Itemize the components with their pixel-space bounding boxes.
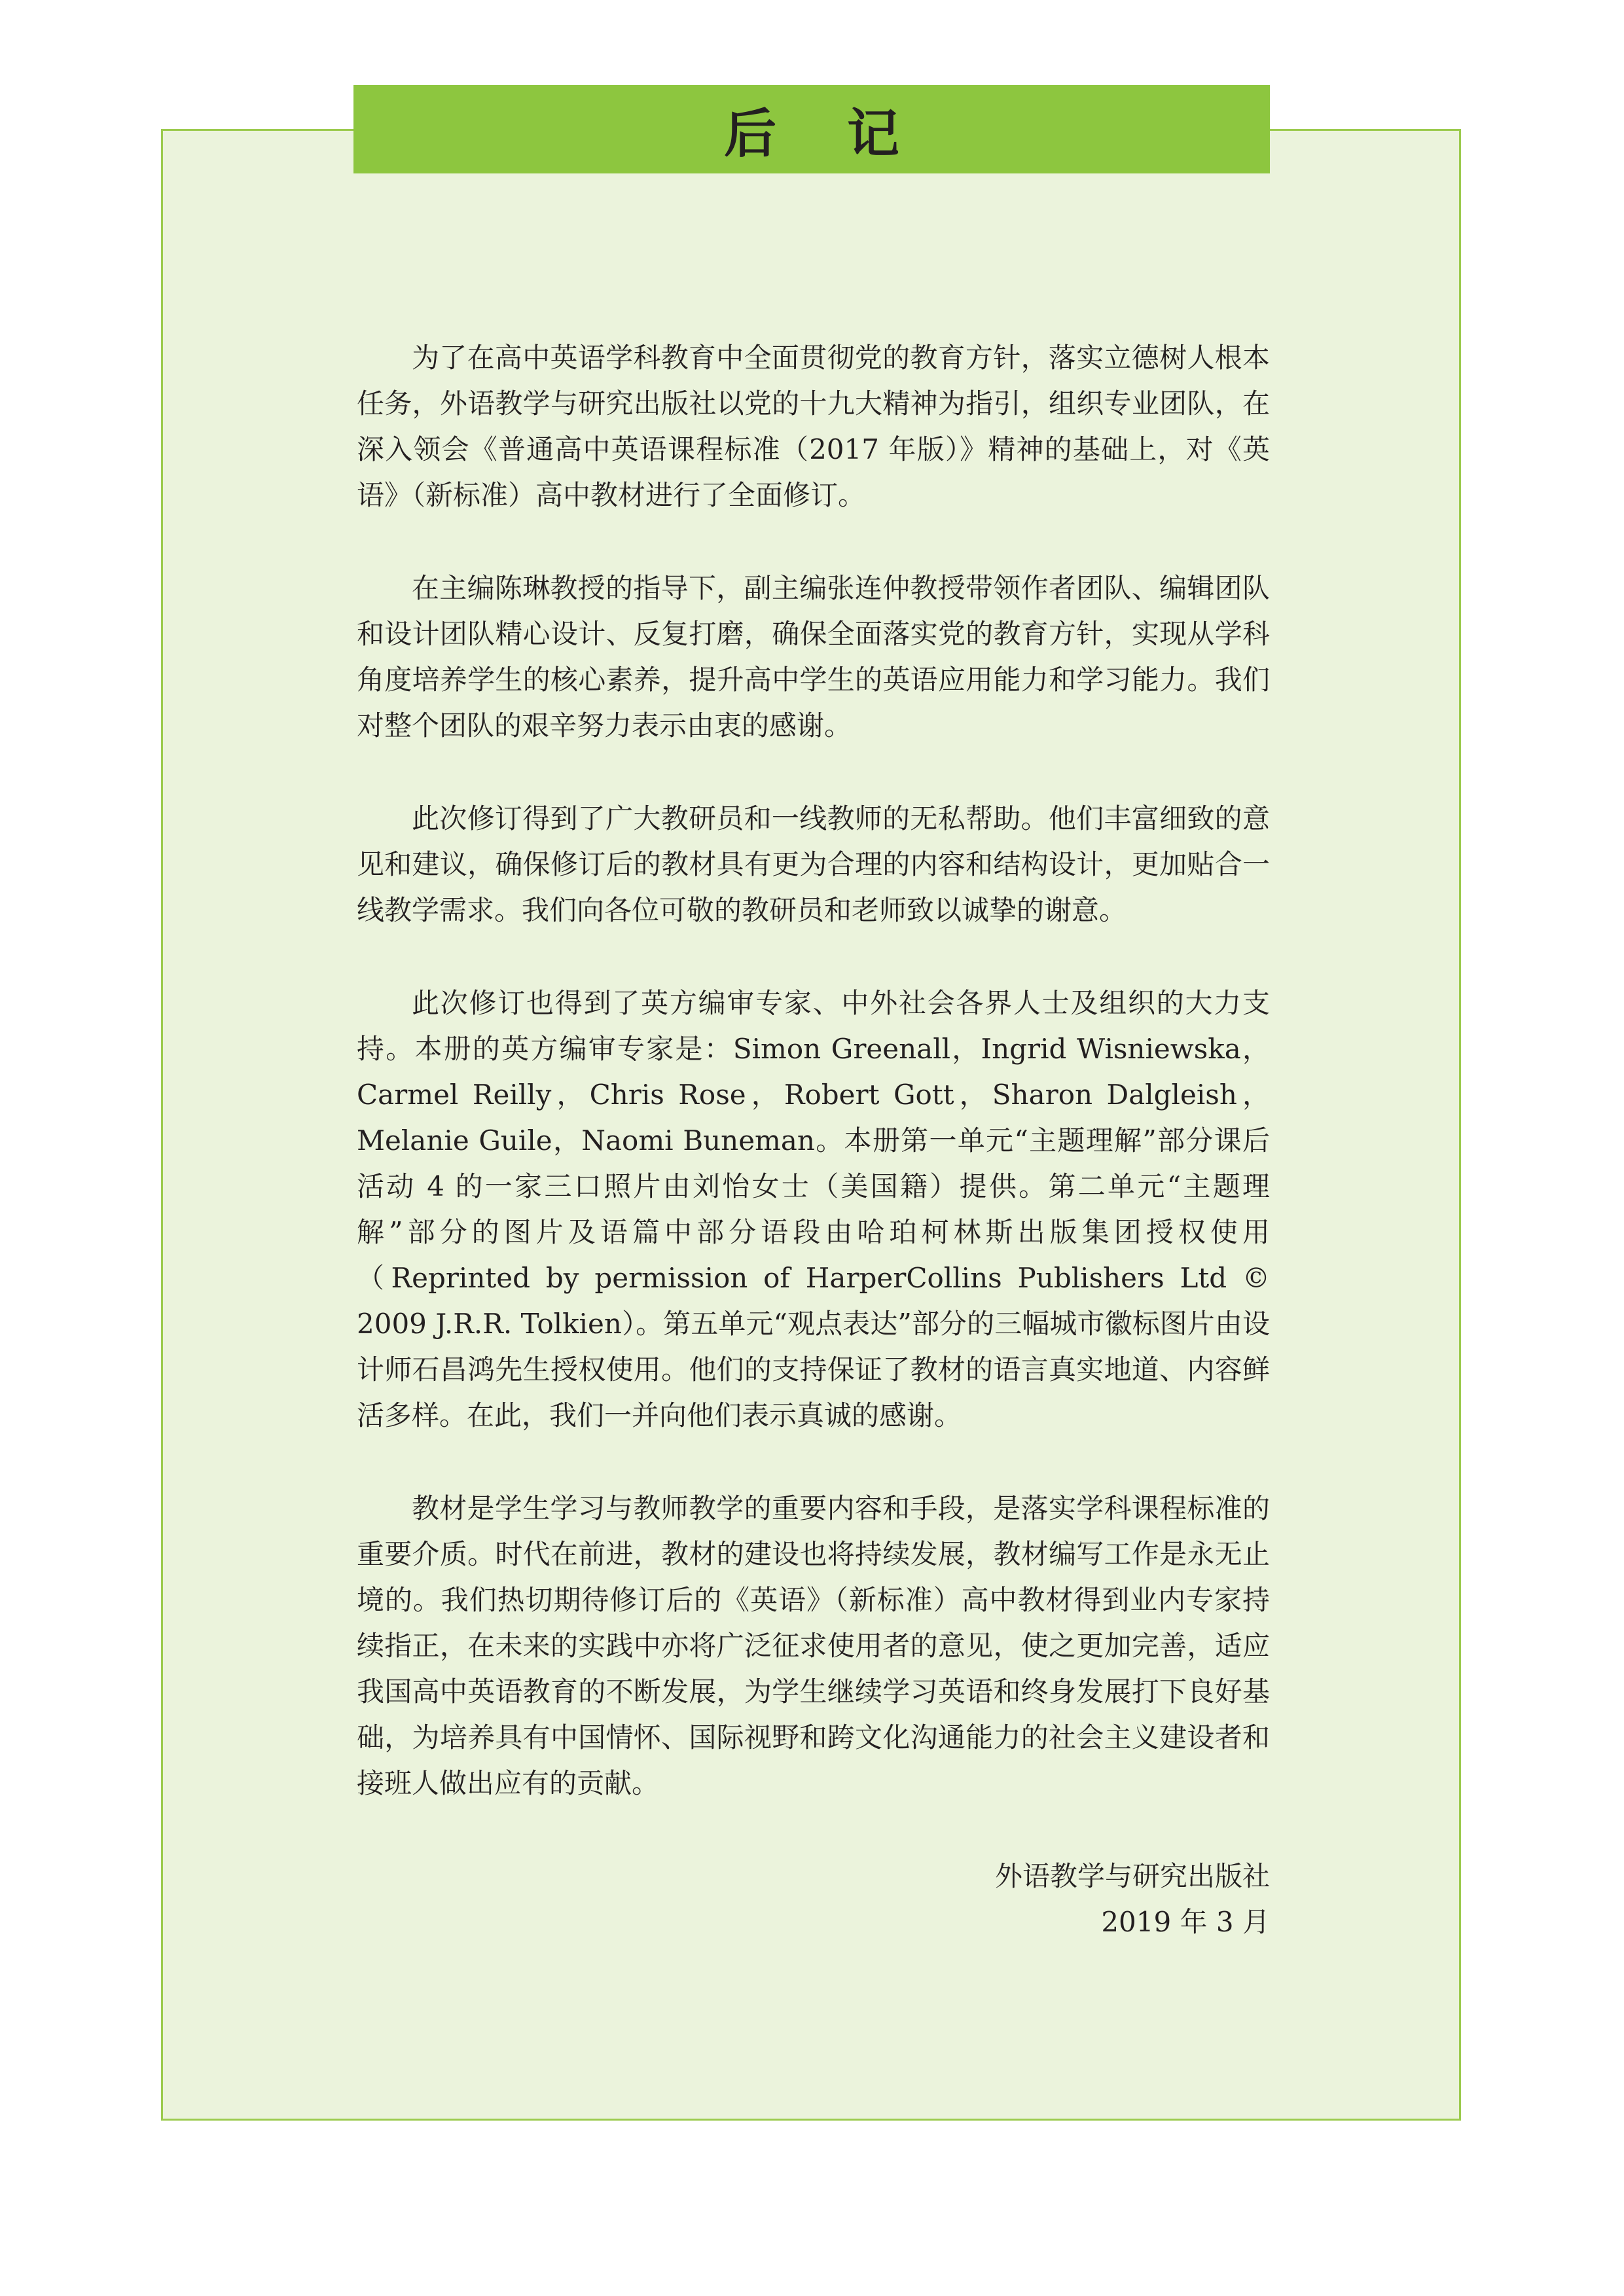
paragraph-4: 此次修订也得到了英方编审专家、中外社会各界人士及组织的大力支持。本册的英方编审专家是：Simon Greenall，Ingrid Wisniewska，Carmel Reilly，Chris Rose，Robert Gott，Sharon Dalgleish，Melanie Guile，Naomi Buneman。本册第一单元“主题理解”部分课后活动 4 的一家三口照片由刘怡女士（美国籍）提供。第二单元“主题理解”部分的图片及语篇中部分语段由哈珀柯林斯出版集团授权使用（Reprinted by permission of HarperCollins Publishers Ltd © 2009 J.R.R. Tolkien）。第五单元“观点表达”部分的三幅城市徽标图片由设计师石昌鸿先生授权使用。他们的支持保证了教材的语言真实地道、内容鲜活多样。在此，我们一并向他们表示真诚的感谢。: [357, 987, 1270, 1431]
paragraph-2: 在主编陈琳教授的指导下，副主编张连仲教授带领作者团队、编辑团队和设计团队精心设计、反复打磨，确保全面落实党的教育方针，实现从学科角度培养学生的核心素养，提升高中学生的英语应用能力和学习能力。我们对整个团队的艰辛努力表示由衷的感谢。: [357, 572, 1270, 742]
signature-publisher: 外语教学与研究出版社: [994, 1860, 1270, 1892]
signature-date: 2019 年 3 月: [1101, 1906, 1270, 1938]
paragraph-5: 教材是学生学习与教师教学的重要内容和手段，是落实学科课程标准的重要介质。时代在前进，教材的建设也将持续发展，教材编写工作是永无止境的。我们热切期待修订后的《英语》（新标准）高中教材得到业内专家持续指正，在未来的实践中亦将广泛征求使用者的意见，使之更加完善，适应我国高中英语教育的不断发展，为学生继续学习英语和终身发展打下良好基础，为培养具有中国情怀、国际视野和跨文化沟通能力的社会主义建设者和接班人做出应有的贡献。: [357, 1492, 1270, 1799]
paragraph-1: 为了在高中英语学科教育中全面贯彻党的教育方针，落实立德树人根本任务，外语教学与研究出版社以党的十九大精神为指引，组织专业团队，在深入领会《普通高中英语课程标准（2017 年版）》精神的基础上，对《英语》（新标准）高中教材进行了全面修订。: [357, 342, 1270, 511]
title-banner: [353, 85, 1270, 173]
afterword-body: [357, 335, 1270, 1945]
page-title: 后 记: [724, 103, 926, 164]
paragraph-3: 此次修订得到了广大教研员和一线教师的无私帮助。他们丰富细致的意见和建议，确保修订后的教材具有更为合理的内容和结构设计，更加贴合一线教学需求。我们向各位可敬的教研员和老师致以诚挚的谢意。: [357, 802, 1270, 926]
signature-block: [357, 1854, 1270, 1945]
